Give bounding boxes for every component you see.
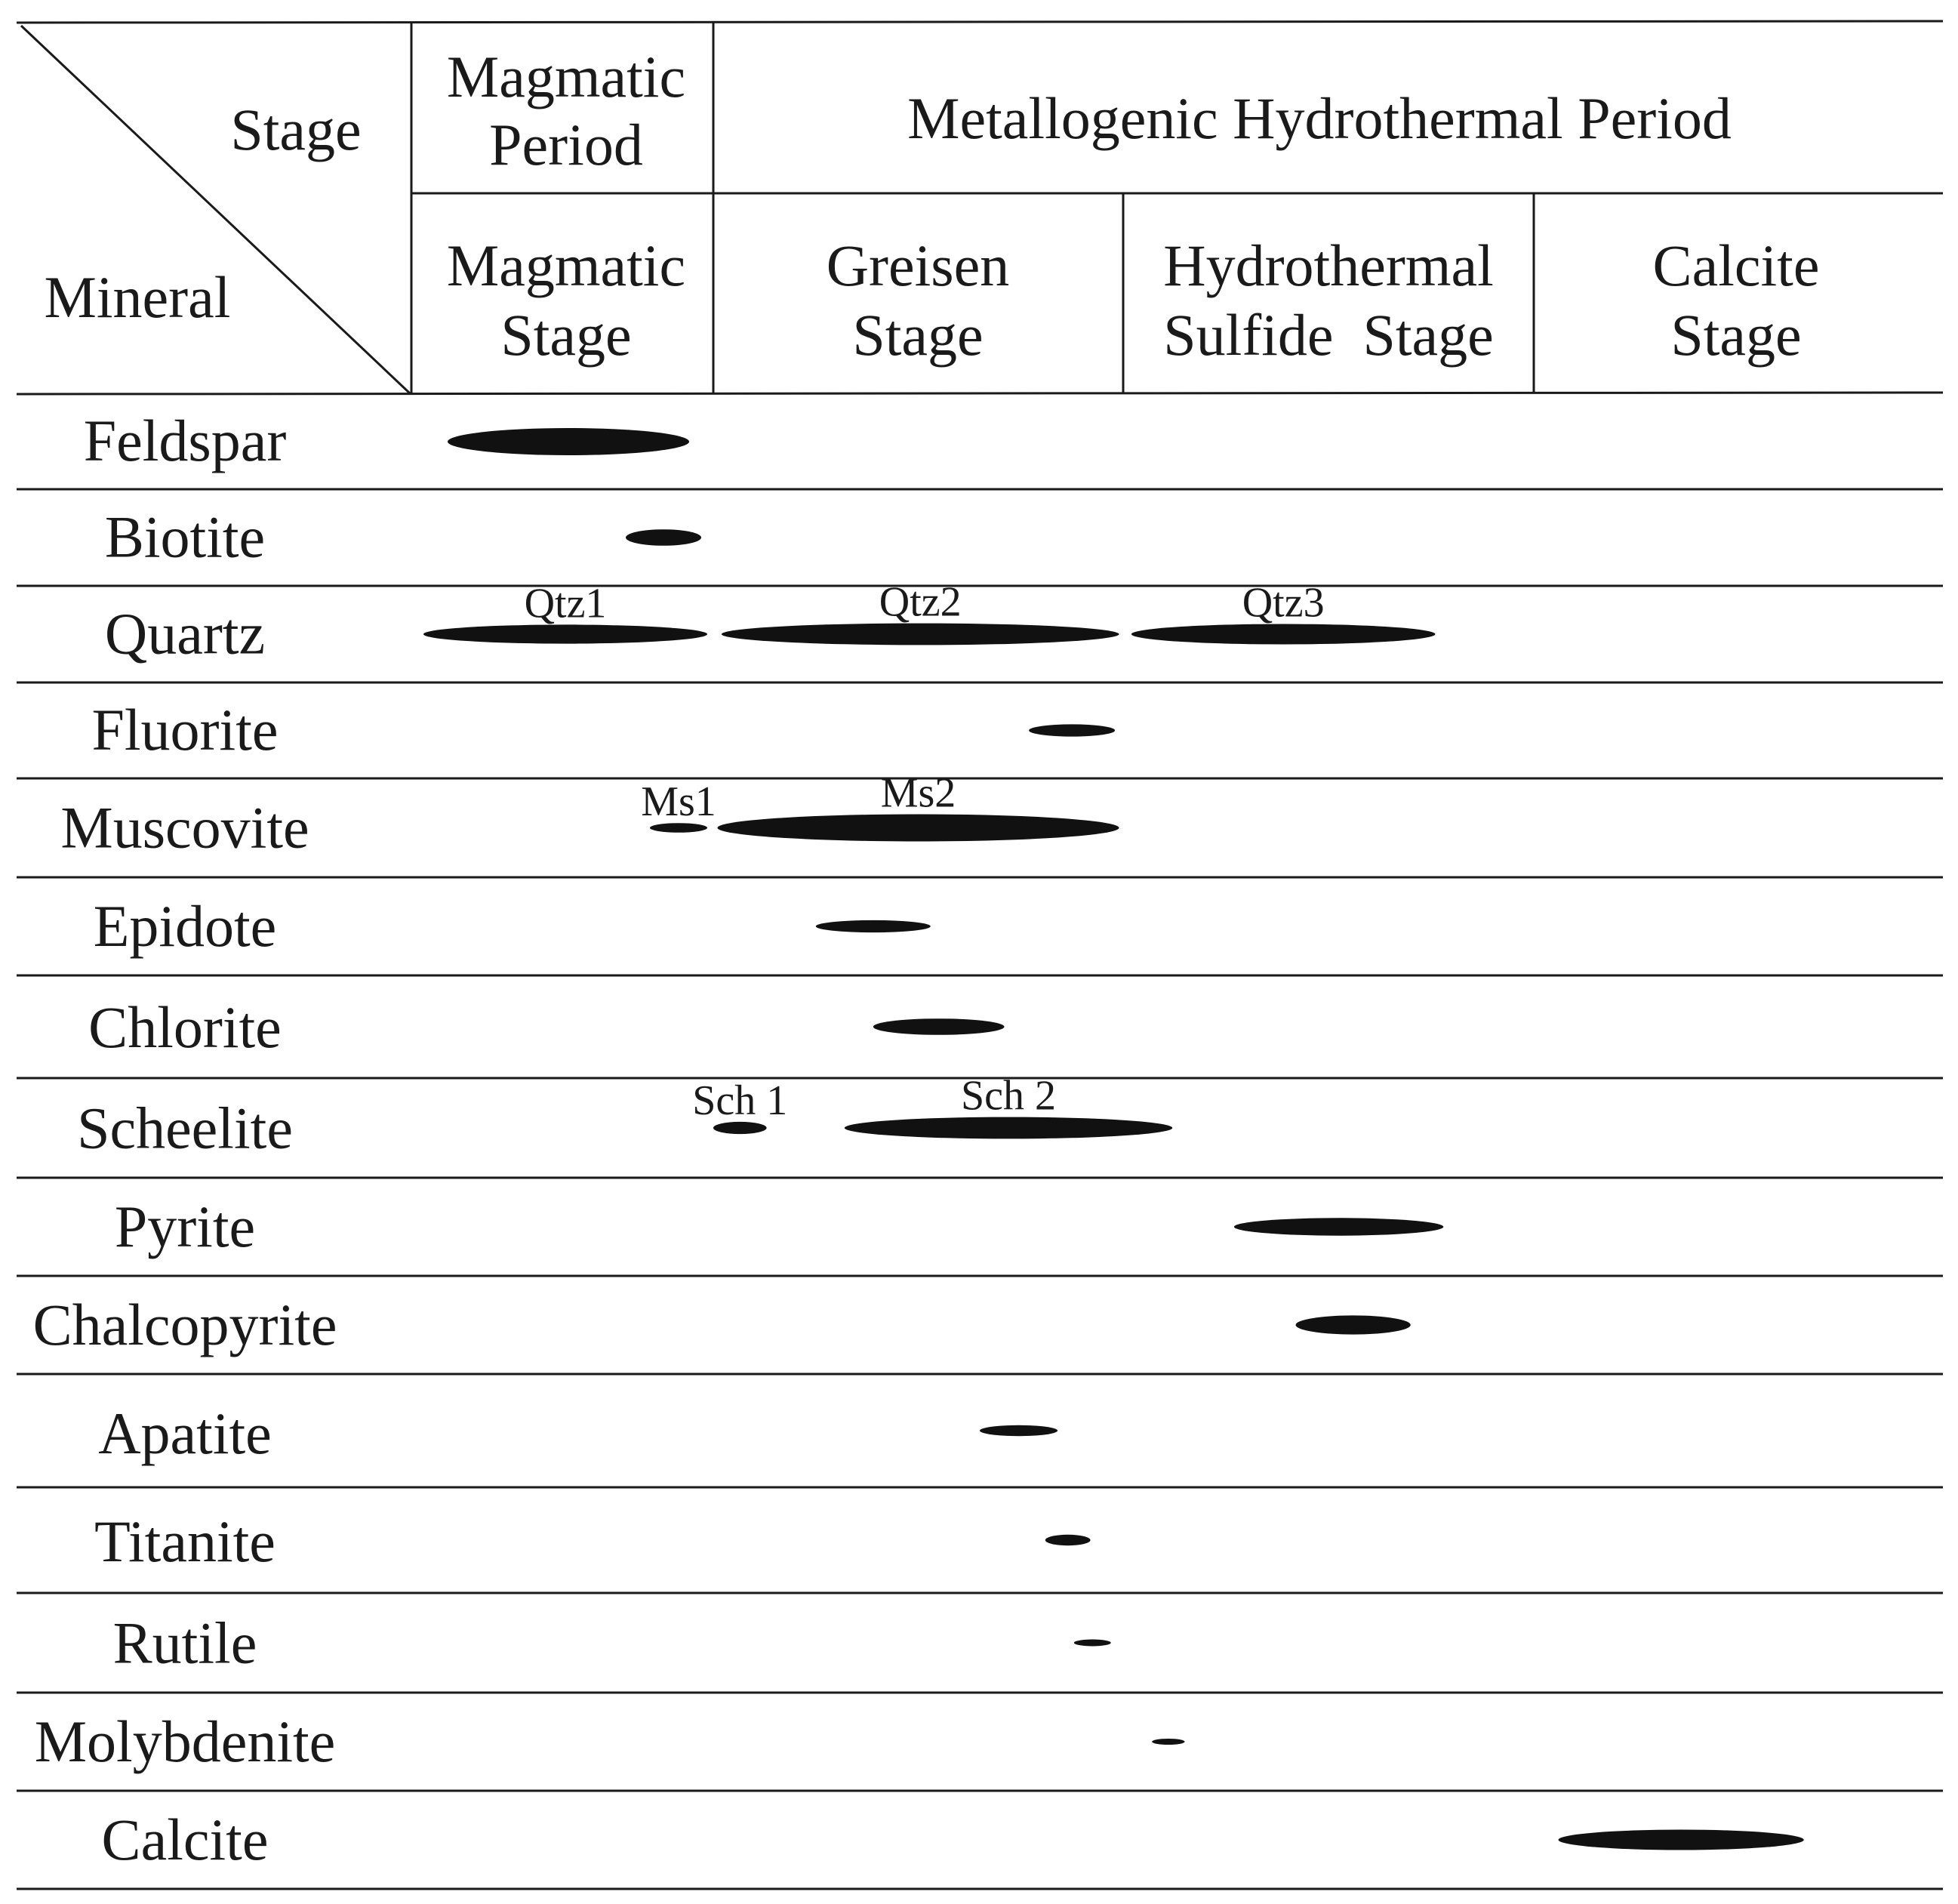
generation-label: Sch 2 — [961, 1072, 1057, 1120]
generation-label: Qtz3 — [1242, 579, 1325, 627]
mineral-name-label: Rutile — [112, 1610, 257, 1676]
mineral-row — [17, 1194, 1943, 1276]
header-bottom-line — [17, 393, 1943, 394]
mineral-row — [17, 893, 1943, 975]
mineral-name-label: Epidote — [93, 893, 277, 959]
mineral-duration-bar — [980, 1425, 1058, 1436]
header-labels — [45, 44, 1820, 368]
magmatic-period-label: Magmatic — [446, 44, 686, 109]
mineral-name-label: Titanite — [94, 1508, 276, 1574]
mineral-name-label: Chalcopyrite — [32, 1292, 337, 1357]
stage-label-greisen: Greisen — [826, 233, 1010, 298]
mineral-duration-bar — [1131, 624, 1436, 645]
corner-diagonal-line — [21, 26, 410, 393]
stage-label-calcite: Calcite — [1652, 233, 1820, 298]
mineral-row — [17, 1708, 1943, 1791]
mineral-name-label: Molybdenite — [34, 1708, 336, 1774]
mineral-rows — [17, 408, 1943, 1889]
stage-label-magmatic: Magmatic — [446, 233, 686, 298]
mineral-duration-bar — [626, 529, 701, 546]
mineral-name-label: Calcite — [101, 1807, 269, 1872]
mineral-name-label: Apatite — [98, 1400, 272, 1466]
top-border-line — [17, 21, 1943, 23]
mineral-duration-bar — [1074, 1640, 1111, 1647]
corner-stage-label: Stage — [230, 97, 362, 162]
mineral-row — [17, 408, 1943, 489]
mineral-name-label: Chlorite — [88, 994, 282, 1061]
mineral-name-label: Quartz — [104, 600, 266, 667]
mineral-duration-bar — [448, 428, 689, 455]
mineral-duration-bar — [873, 1018, 1005, 1035]
stage-label-hydrothermal-sulfide: Hydrothermal — [1163, 233, 1494, 298]
mineral-row — [17, 1073, 1943, 1178]
mineral-name-label: Biotite — [104, 504, 266, 570]
mineral-row — [17, 1807, 1943, 1889]
mineral-row — [17, 1508, 1943, 1593]
mineral-row — [17, 1292, 1943, 1374]
generation-label: Qtz1 — [524, 580, 607, 627]
stage-label-greisen: Stage — [852, 302, 984, 368]
mineral-row — [17, 579, 1943, 682]
mineral-name-label: Scheelite — [77, 1095, 293, 1161]
mineral-duration-bar — [1152, 1739, 1185, 1745]
mineral-row — [17, 994, 1943, 1078]
metallogenic-period-label: Metallogenic Hydrothermal Period — [907, 85, 1732, 151]
mineral-row — [17, 504, 1943, 586]
mineral-name-label: Fluorite — [91, 696, 279, 763]
mineral-duration-bar — [1045, 1535, 1091, 1545]
mineral-row — [17, 1400, 1943, 1487]
mineral-name-label: Muscovite — [60, 794, 309, 861]
corner-mineral-label: Mineral — [44, 264, 231, 330]
magmatic-period-label: Period — [489, 112, 643, 177]
mineral-duration-bar — [1559, 1830, 1804, 1850]
stage-label-hydrothermal-sulfide: Sulfide Stage — [1163, 302, 1494, 368]
mineral-duration-bar — [717, 815, 1119, 842]
mineral-row — [17, 770, 1943, 878]
mineral-name-label: Pyrite — [114, 1194, 256, 1259]
mineral-duration-bar — [845, 1117, 1173, 1139]
stage-label-calcite: Stage — [1670, 302, 1802, 368]
mineral-row — [17, 697, 1943, 778]
mineral-duration-bar — [1029, 724, 1115, 736]
generation-label: Ms1 — [641, 778, 716, 826]
mineral-duration-bar — [722, 624, 1119, 645]
mineral-duration-bar — [423, 624, 707, 643]
mineral-duration-bar — [816, 920, 931, 932]
mineral-duration-bar — [1295, 1315, 1410, 1334]
mineral-row — [17, 1610, 1943, 1693]
stage-label-magmatic: Stage — [500, 302, 632, 368]
generation-label: Qtz2 — [879, 578, 962, 626]
mineral-name-label: Feldspar — [83, 408, 287, 474]
generation-label: Ms2 — [880, 769, 956, 817]
mineral-duration-bar — [1234, 1218, 1443, 1235]
generation-label: Sch 1 — [692, 1077, 788, 1124]
